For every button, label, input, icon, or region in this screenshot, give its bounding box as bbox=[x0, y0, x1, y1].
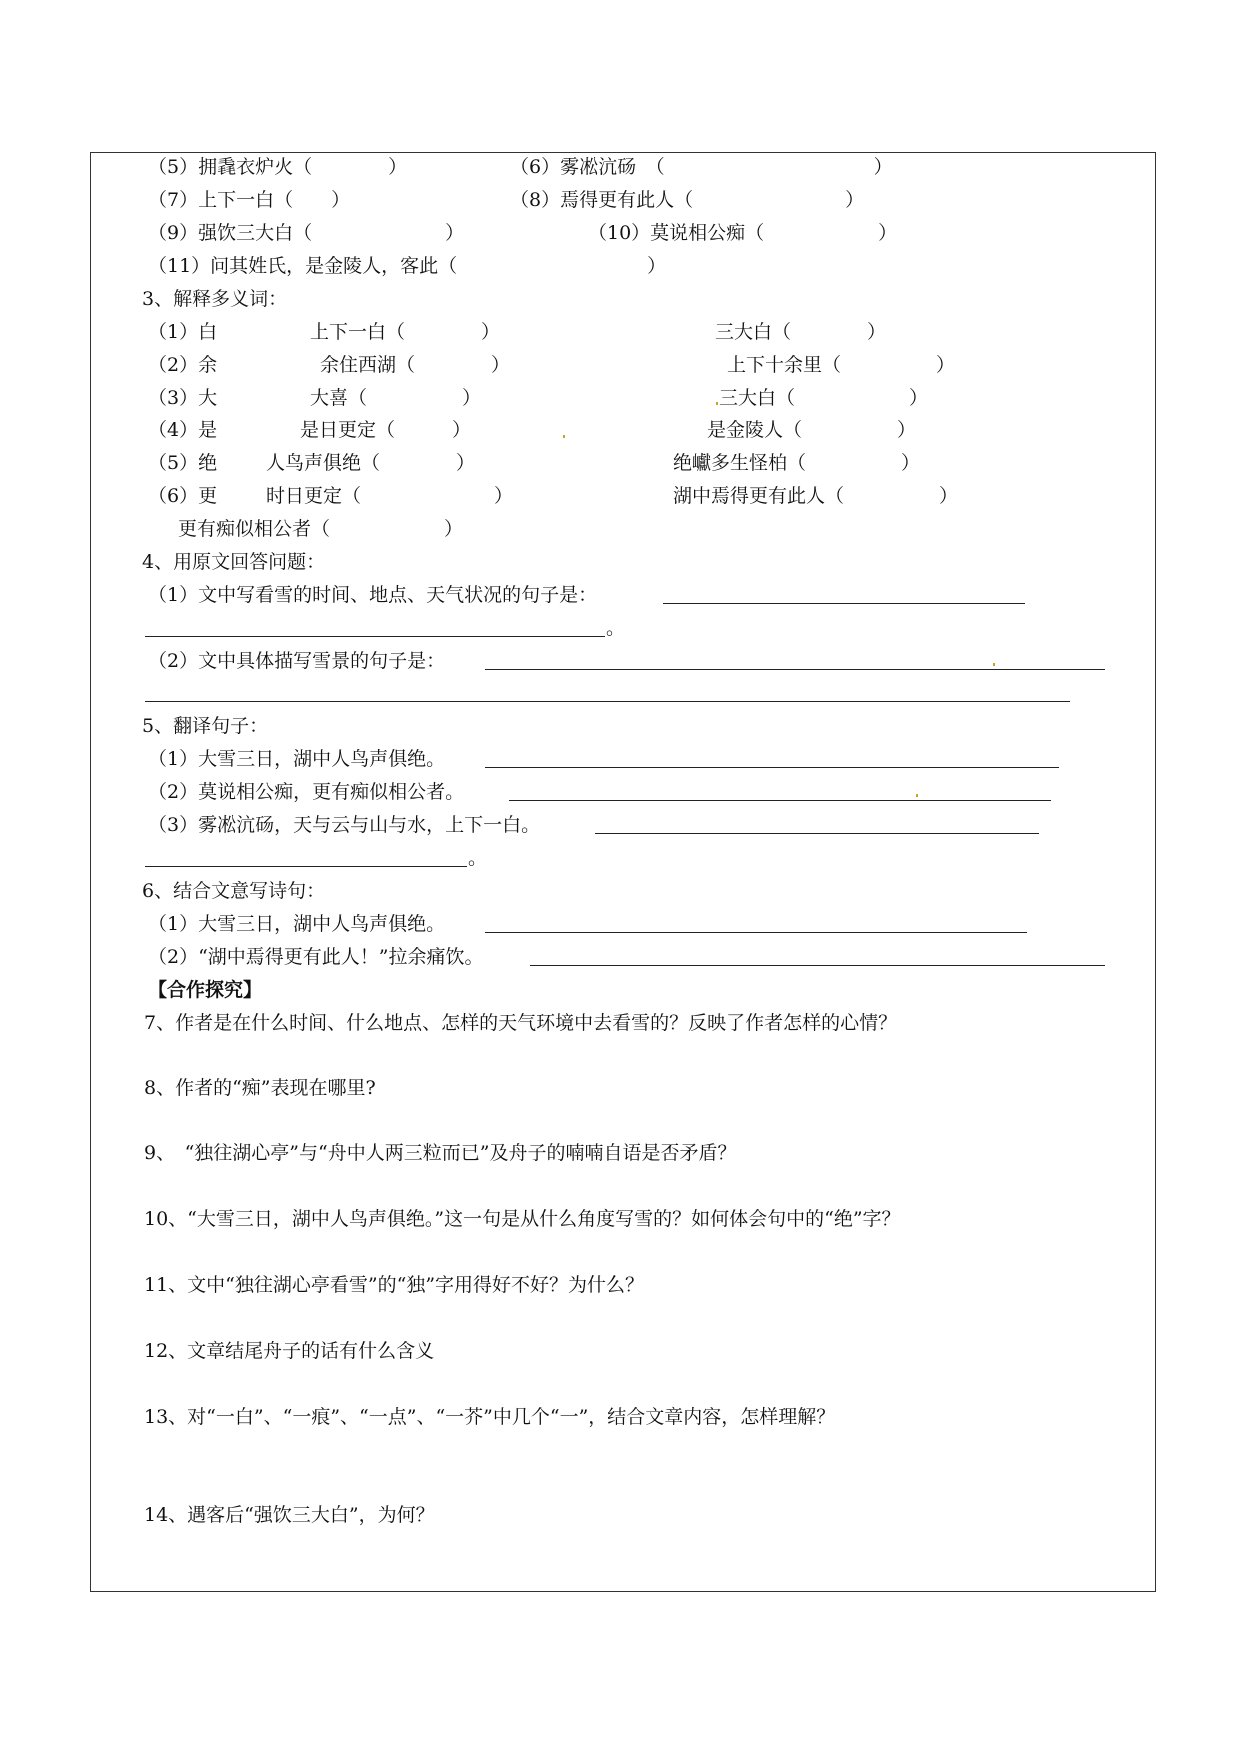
word-6-usage-b: 湖中焉得更有此人（ ） bbox=[673, 485, 959, 507]
word-6-usage-c: 更有痴似相公者（ ） bbox=[178, 518, 464, 540]
word-4-usage-a: 是日更定（ ） bbox=[300, 419, 472, 441]
answer-line-4-2b[interactable] bbox=[145, 701, 1070, 702]
answer-line-4-1a[interactable] bbox=[663, 603, 1025, 604]
section-3-title: 3、解释多义词： bbox=[142, 288, 288, 310]
section-6-q1: （1）大雪三日，湖中人鸟声俱绝。 bbox=[148, 913, 446, 935]
scan-speck bbox=[563, 435, 565, 438]
answer-line-5-2[interactable] bbox=[509, 800, 1051, 801]
section-4-q2: （2）文中具体描写雪景的句子是： bbox=[148, 650, 446, 672]
scan-speck bbox=[993, 663, 995, 666]
answer-line-4-1b[interactable] bbox=[145, 636, 605, 637]
item-10: （10）莫说相公痴（ ） bbox=[588, 222, 898, 244]
section-6-title: 6、结合文意写诗句： bbox=[142, 880, 326, 902]
answer-line-5-3b[interactable] bbox=[145, 866, 467, 867]
scan-speck bbox=[716, 402, 718, 405]
item-7: （7）上下一白（ ） bbox=[148, 189, 351, 211]
item-6: （6）雾凇沆砀 （ ） bbox=[510, 156, 893, 178]
item-8: （8）焉得更有此人（ ） bbox=[510, 189, 865, 211]
item-9: （9）强饮三大白（ ） bbox=[148, 222, 465, 244]
answer-line-5-3a[interactable] bbox=[595, 833, 1039, 834]
item-11: （11）问其姓氏，是金陵人，客此（ ） bbox=[148, 255, 667, 277]
section-4-title: 4、用原文回答问题： bbox=[142, 551, 326, 573]
word-2: （2）余 bbox=[148, 354, 218, 376]
section-5-q1: （1）大雪三日，湖中人鸟声俱绝。 bbox=[148, 748, 446, 770]
answer-line-4-2a[interactable] bbox=[485, 669, 1105, 670]
section-5-q2: （2）莫说相公痴，更有痴似相公者。 bbox=[148, 781, 465, 803]
coop-title: 【合作探究】 bbox=[148, 979, 263, 1001]
word-4-usage-b: 是金陵人（ ） bbox=[707, 419, 917, 441]
section-5-title: 5、翻译句子： bbox=[142, 715, 269, 737]
answer-line-5-1[interactable] bbox=[485, 767, 1059, 768]
item-5: （5）拥毳衣炉火（ ） bbox=[148, 156, 408, 178]
answer-line-6-2[interactable] bbox=[530, 965, 1105, 966]
section-6-q2: （2）“湖中焉得更有此人！”拉余痛饮。 bbox=[148, 946, 484, 968]
section-4-q1: （1）文中写看雪的时间、地点、天气状况的句子是： bbox=[148, 584, 598, 606]
question-11: 11、文中“独往湖心亭看雪”的“独”字用得好不好？为什么？ bbox=[144, 1274, 645, 1296]
word-3-usage-b: 三大白（ ） bbox=[719, 387, 929, 409]
word-1: （1）白 bbox=[148, 321, 218, 343]
word-1-usage-a: 上下一白（ ） bbox=[310, 321, 501, 343]
word-5-usage-b: 绝巘多生怪柏（ ） bbox=[673, 452, 921, 474]
answer-line-6-1[interactable] bbox=[485, 932, 1027, 933]
word-2-usage-b: 上下十余里（ ） bbox=[727, 354, 956, 376]
scan-speck bbox=[916, 794, 918, 797]
section-5-q3-end: 。 bbox=[468, 847, 488, 869]
question-7: 7、作者是在什么时间、什么地点、怎样的天气环境中去看雪的？反映了作者怎样的心情？ bbox=[144, 1012, 898, 1034]
question-13: 13、对“一白”、“一痕”、“一点”、“一芥”中几个“一”，结合文章内容，怎样理解？ bbox=[144, 1406, 836, 1428]
section-4-q1-end: 。 bbox=[606, 617, 626, 639]
word-2-usage-a: 余住西湖（ ） bbox=[320, 354, 511, 376]
word-5: （5）绝 bbox=[148, 452, 218, 474]
word-4: （4）是 bbox=[148, 419, 218, 441]
question-9: 9、 “独往湖心亭”与“舟中人两三粒而已”及舟子的喃喃自语是否矛盾？ bbox=[144, 1142, 737, 1164]
word-1-usage-b: 三大白（ ） bbox=[715, 321, 887, 343]
question-12: 12、文章结尾舟子的话有什么含义 bbox=[144, 1340, 435, 1362]
word-3: （3）大 bbox=[148, 387, 218, 409]
question-14: 14、遇客后“强饮三大白”，为何？ bbox=[144, 1504, 435, 1526]
worksheet-frame bbox=[90, 152, 1156, 1592]
section-5-q3: （3）雾凇沆砀，天与云与山与水，上下一白。 bbox=[148, 814, 541, 836]
word-3-usage-a: 大喜（ ） bbox=[310, 387, 482, 409]
word-6-usage-a: 时日更定（ ） bbox=[266, 485, 514, 507]
word-6: （6）更 bbox=[148, 485, 218, 507]
question-8: 8、作者的“痴”表现在哪里? bbox=[144, 1077, 376, 1099]
word-5-usage-a: 人鸟声俱绝（ ） bbox=[266, 452, 476, 474]
question-10: 10、“大雪三日，湖中人鸟声俱绝。”这一句是从什么角度写雪的？如何体会句中的“绝”字？ bbox=[144, 1208, 901, 1230]
